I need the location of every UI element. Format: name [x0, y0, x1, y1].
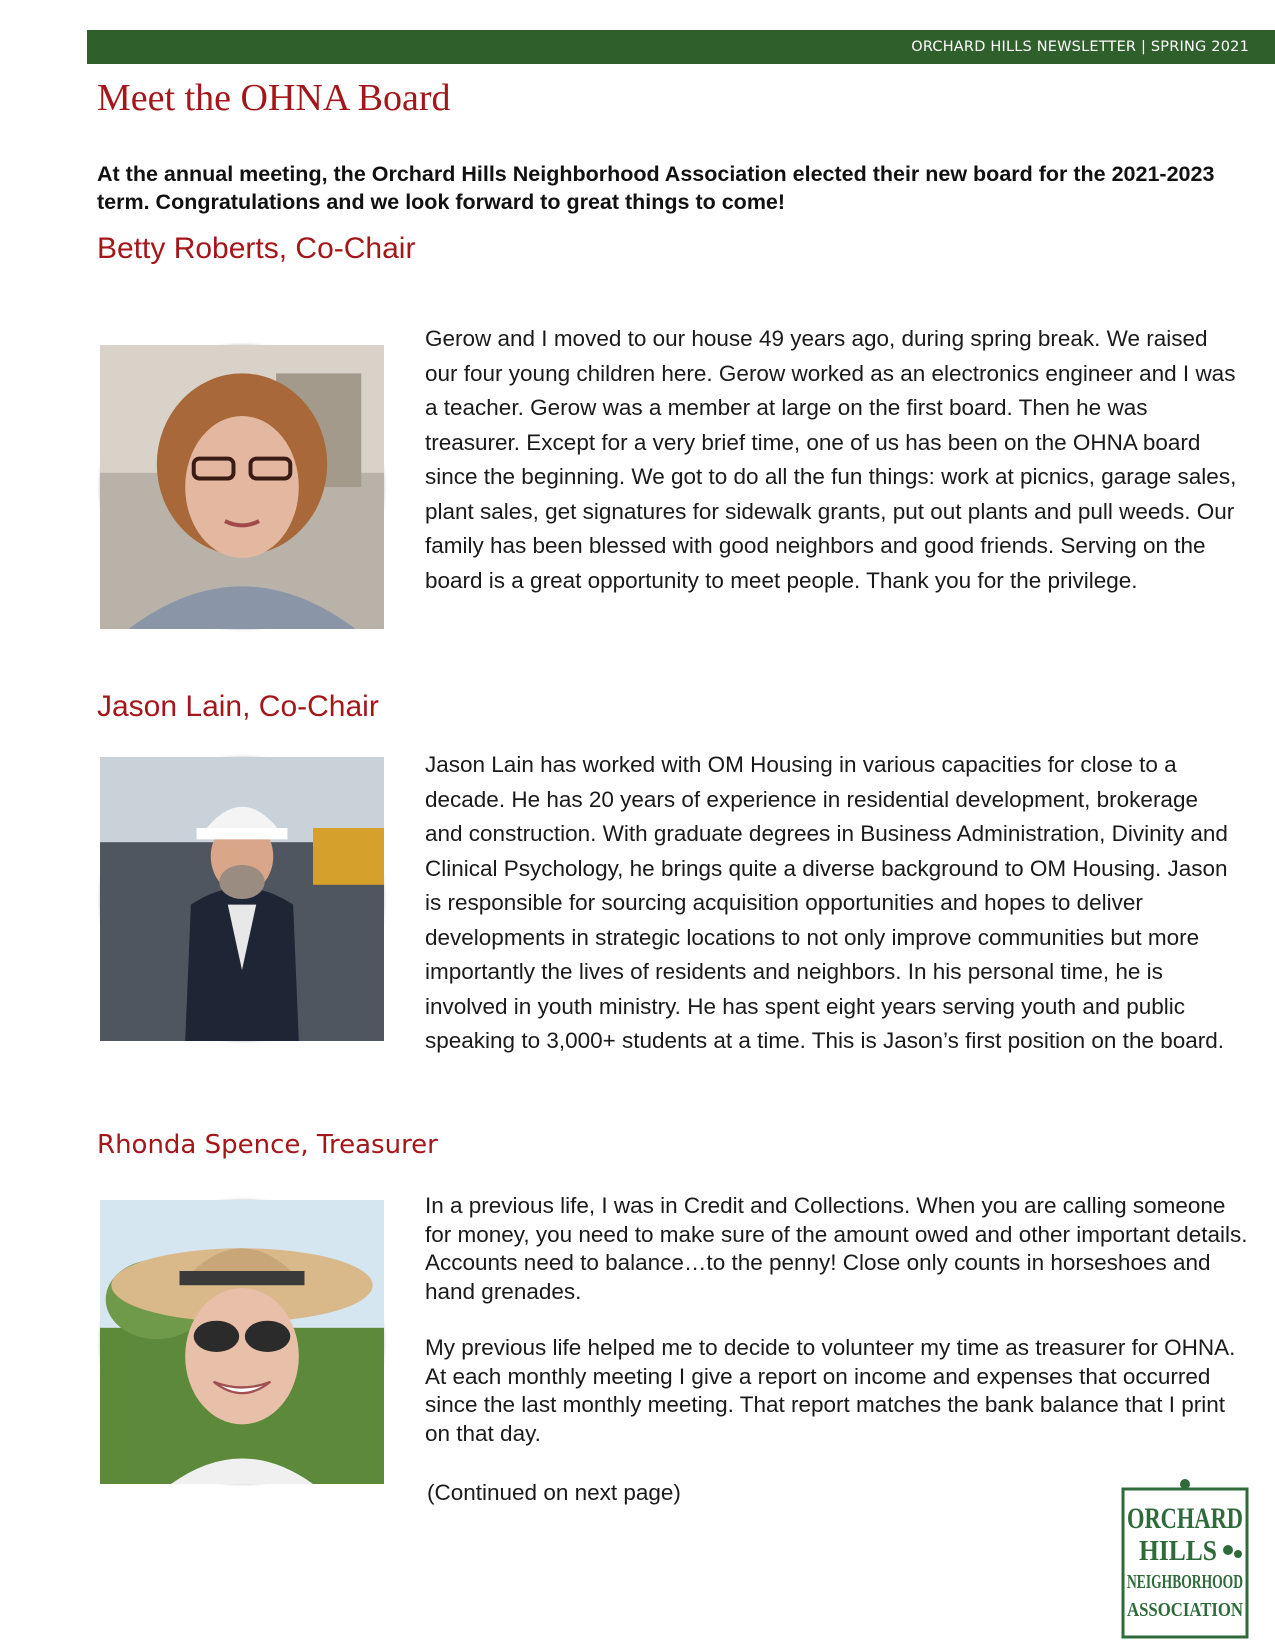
bio-betty-roberts: [425, 322, 1240, 598]
bio-paragraph: Gerow and I moved to our house 49 years ago, during spring break. We raised our four young children here. Gerow worked as an electronics engineer and I was a teacher. Gerow was a member at large on the first board. Then he was treasurer. Except for a very brief time, one of us has been on the OHNA board since the beginning. We got to do all the fun things: work at picnics, garage sales, plant sales, get signatures for sidewalk grants, put out plants and pull weeds. Our family has been blessed with good neighbors and good friends. Serving on the board is a great opportunity to meet people. Thank you for the privilege.: [425, 326, 1237, 593]
ohna-logo: [1120, 1476, 1250, 1640]
page-title: Meet the OHNA Board: [97, 77, 451, 119]
portrait-betty-roberts: [100, 345, 384, 629]
logo-line: HILLS: [1139, 1536, 1217, 1567]
logo-line: ASSOCIATION: [1127, 1599, 1244, 1621]
logo-line: ORCHARD: [1127, 1502, 1243, 1535]
portrait-rhonda-spence: [100, 1200, 384, 1484]
member-name-jason-lain: Jason Lain, Co-Chair: [97, 690, 379, 723]
logo-tree-icon: [1223, 1545, 1233, 1555]
intro-paragraph: At the annual meeting, the Orchard Hills Neighborhood Association elected their new board for the 2021-2023 term. Congratulations and we look forward to great things to come!: [97, 162, 1215, 214]
portrait-jason-lain: [100, 757, 384, 1041]
newsletter-header-text: ORCHARD HILLS NEWSLETTER | SPRING 2021: [911, 39, 1249, 55]
bio-paragraph: My previous life helped me to decide to volunteer my time as treasurer for OHNA. At each monthly meeting I give a report on income and expenses that occurred since the last monthly meeting. That report matches the bank balance that I print on that day.: [425, 1335, 1236, 1446]
newsletter-header-bar: [87, 30, 1275, 64]
continued-note: (Continued on next page): [427, 1480, 681, 1505]
member-name-betty-roberts: Betty Roberts, Co-Chair: [97, 232, 416, 265]
bio-rhonda-spence: [425, 1192, 1255, 1448]
member-name-rhonda-spence: Rhonda Spence, Treasurer: [97, 1130, 438, 1160]
bio-jason-lain: [425, 748, 1240, 1059]
bio-paragraph: In a previous life, I was in Credit and Collections. When you are calling someone for money, you need to make sure of the amount owed and other important details. Accounts need to balance…to the penny! Close only counts in horseshoes and hand grenades.: [425, 1193, 1248, 1304]
bio-paragraph: Jason Lain has worked with OM Housing in various capacities for close to a decade. He has 20 years of experience in residential development, brokerage and construction. With graduate degrees in Business Administration, Divinity and Clinical Psychology, he brings quite a diverse background to OM Housing. Jason is responsible for sourcing acquisition opportunities and hopes to deliver developments in strategic locations to not only improve communities but more importantly the lives of residents and neighbors. In his personal time, he is involved in youth ministry. He has spent eight years serving youth and public speaking to 3,000+ students at a time. This is Jason’s first position on the board.: [425, 752, 1228, 1053]
logo-line: NEIGHBORHOOD: [1127, 1571, 1243, 1593]
